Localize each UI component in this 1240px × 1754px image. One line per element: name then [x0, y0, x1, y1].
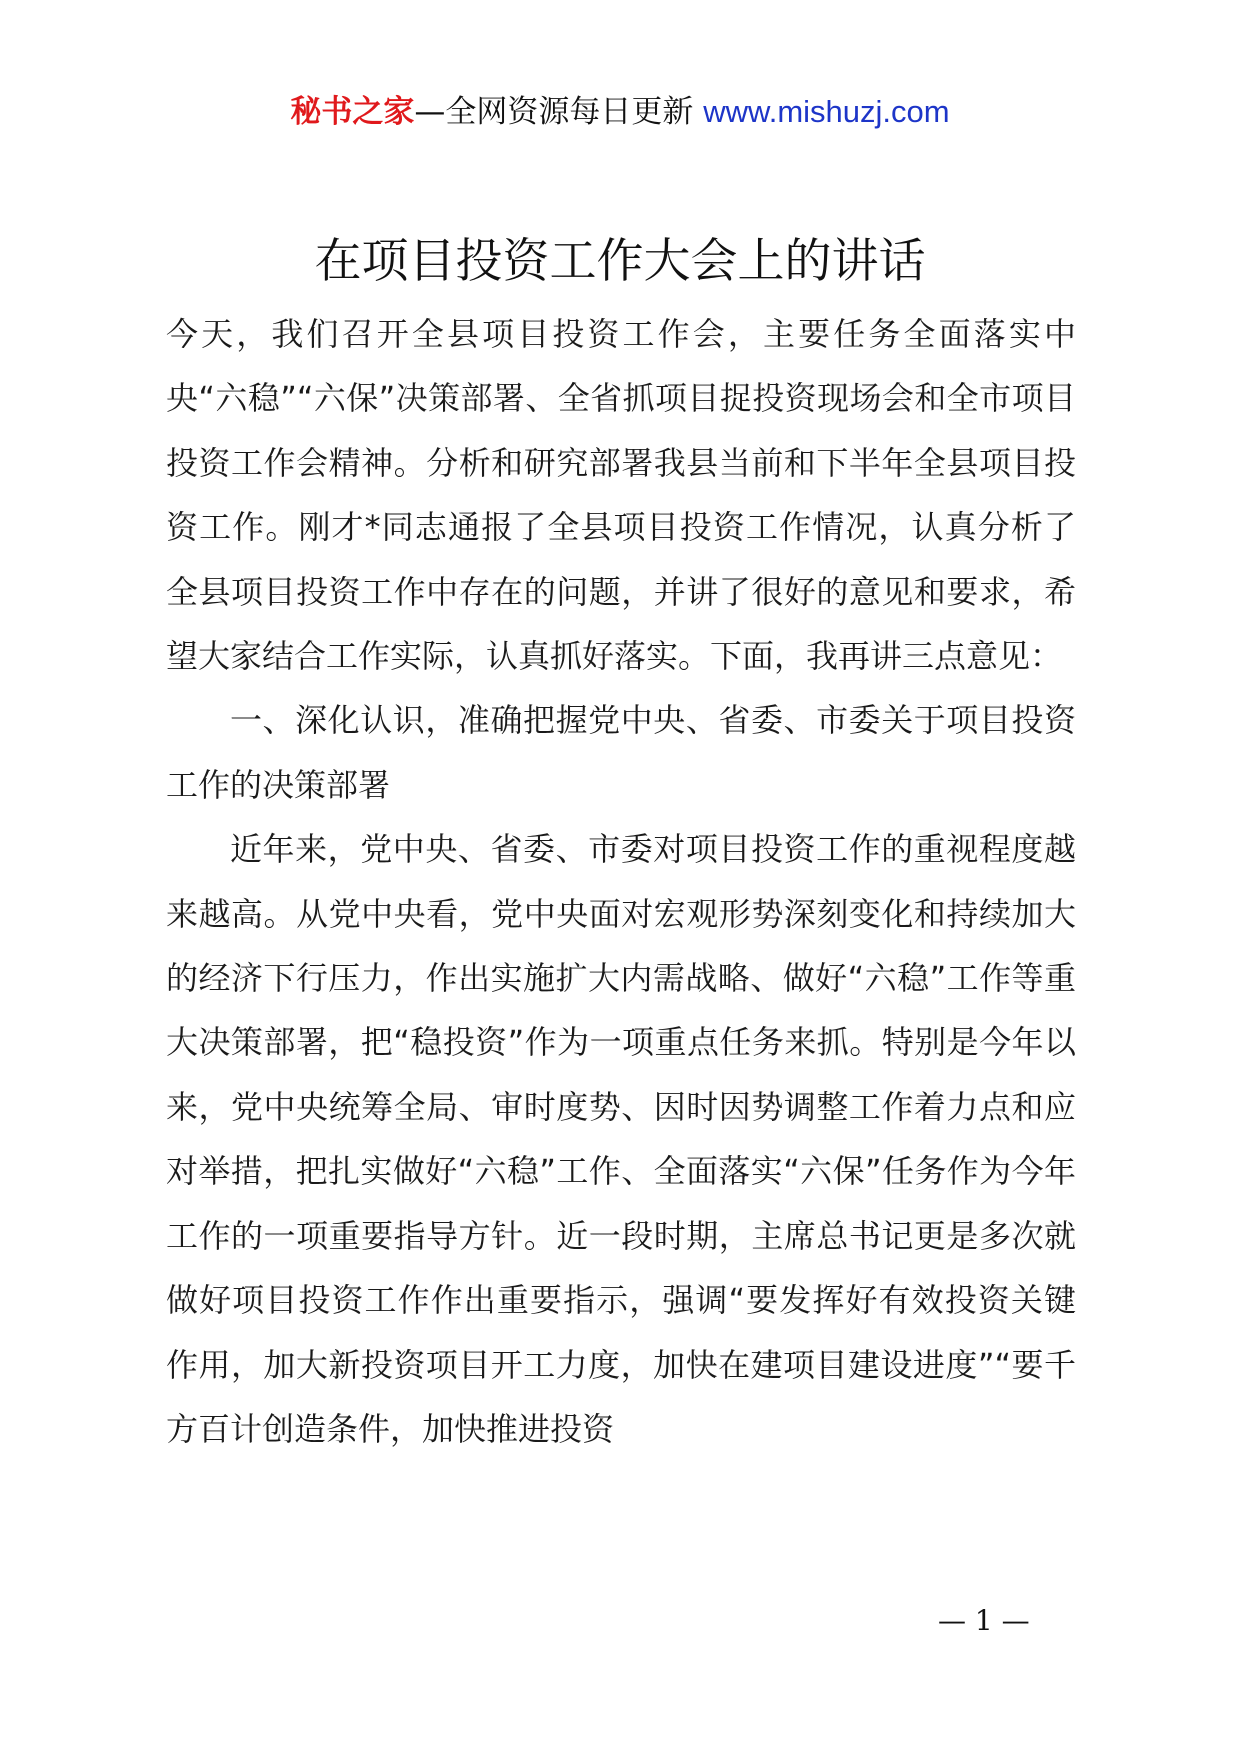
intro-paragraph: 今天，我们召开全县项目投资工作会，主要任务全面落实中央“六稳”“六保”决策部署、全省抓项目捉投资现场会和全市项目投资工作会精神。分析和研究部署我县当前和下半年全县项目投资工作。刚才*同志通报了全县项目投资工作情况，认真分析了全县项目投资工作中存在的问题，并讲了很好的意见和要求，希望大家结合工作实际，认真抓好落实。下面，我再讲三点意见： — [166, 315, 1076, 676]
header-tagline: —全网资源每日更新 — [414, 94, 694, 130]
document-title: 在项目投资工作大会上的讲话 — [314, 234, 926, 289]
document-body — [166, 302, 1076, 1461]
section-heading: 一、深化认识，准确把握党中央、省委、市委关于项目投资工作的决策部署 — [166, 701, 1076, 804]
site-header — [0, 92, 1240, 132]
body-paragraph: 近年来，党中央、省委、市委对项目投资工作的重视程度越来越高。从党中央看，党中央面对宏观形势深刻变化和持续加大的经济下行压力，作出实施扩大内需战略、做好“六稳”工作等重大决策部署，把“稳投资”作为一项重点任务来抓。特别是今年以来，党中央统筹全局、审时度势、因时因势调整工作着力点和应对举措，把扎实做好“六稳”工作、全面落实“六保”任务作为今年工作的一项重要指导方针。近一段时期，主席总书记更是多次就做好项目投资工作作出重要指示，强调“要发挥好有效投资关键作用，加大新投资项目开工力度，加快在建项目建设进度”“要千方百计创造条件，加快推进投资 — [166, 830, 1076, 1448]
brand-name: 秘书之家 — [290, 94, 415, 130]
page-number: — 1 — — [938, 1604, 1030, 1637]
site-url-link[interactable]: www.mishuzj.com — [703, 94, 950, 129]
